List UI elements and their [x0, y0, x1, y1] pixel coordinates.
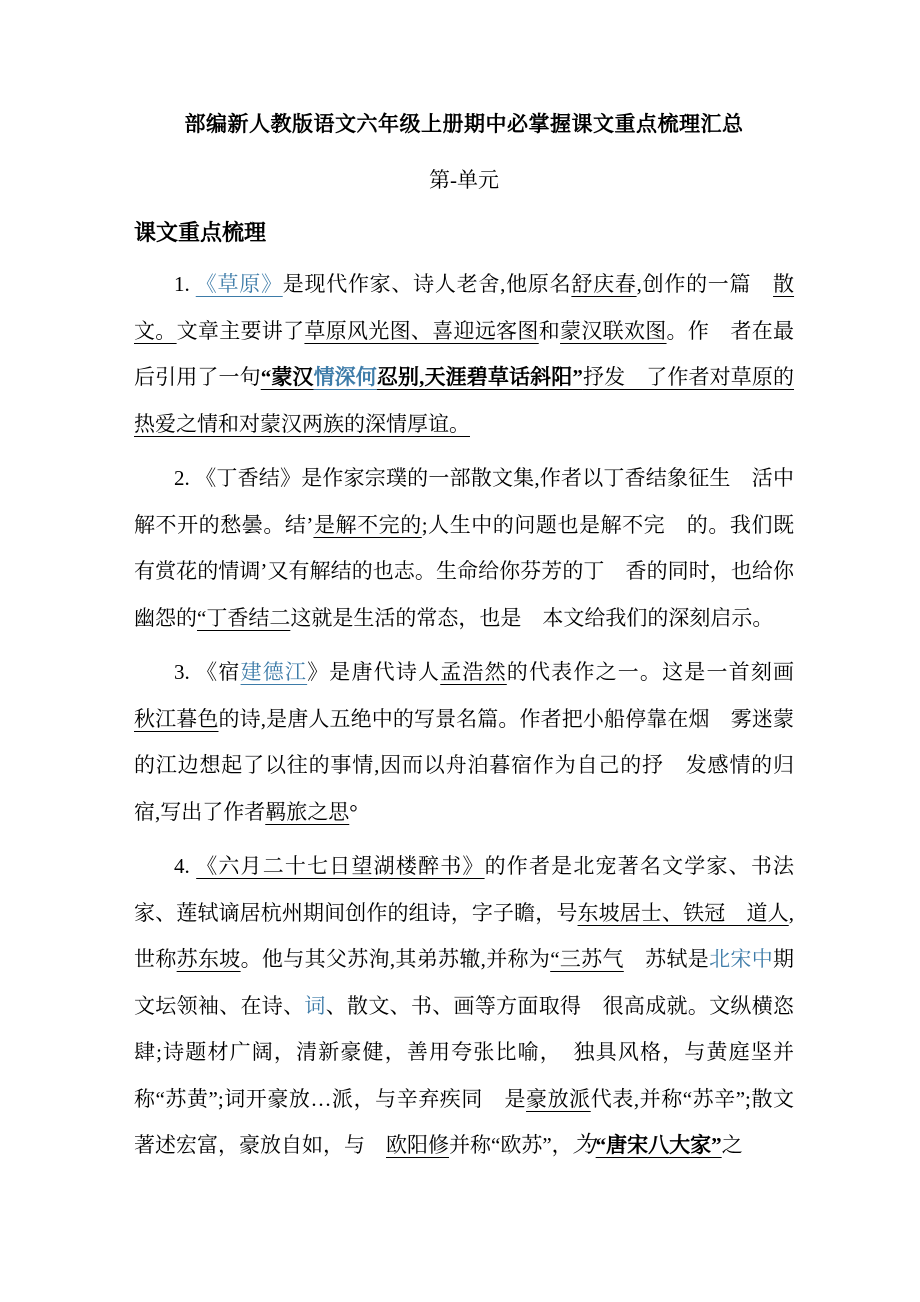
text-run: 文章主要讲了: [176, 318, 305, 343]
text-run: ,世称: [134, 900, 795, 971]
underlined-text-run: 苏东坡: [176, 947, 241, 971]
underlined-text-run: 羁旅之思: [265, 799, 350, 824]
underlined-text-run: 建德江: [240, 660, 308, 684]
unit-subtitle: 第-单元: [429, 168, 499, 192]
text-run: ;人生中的问题也是解不完 的。我们既有赏花的情调’又有解结的也志。生命给你芬芳的丁 香的同时，也给你幽怨的: [134, 512, 794, 630]
text-run: 的代表作之一。这是一首刻画: [506, 660, 816, 684]
text-run: 苏轼是: [623, 947, 710, 971]
underlined-text-run: 豪放派: [526, 1086, 591, 1111]
text-run: ,创作的一篇: [636, 272, 774, 296]
text-run: 1.: [174, 272, 196, 296]
text-run: 》是唐代诗人: [307, 660, 441, 684]
text-run: 4.: [174, 854, 197, 878]
text-run: 代表,并称“苏辛”;散文 著述宏富，豪放自如，与: [134, 1086, 816, 1157]
paragraph: [134, 455, 794, 641]
paragraph: [134, 261, 794, 447]
underlined-text-run: 蒙汉联欢图: [560, 318, 667, 343]
underlined-text-run: 《草原》: [195, 272, 283, 296]
underlined-text-run: 情深何: [313, 365, 377, 389]
text-run: 的诗,是唐人五绝中的写景名篇。作者把小船停靠在烟 雾迷蒙的江边想起了以往的事情,因而以舟泊暮宿作为自己的抒 发感情的归宿,写出了作者: [134, 706, 794, 824]
text-run: 。他与其父苏洵,其弟苏辙,并称为: [240, 947, 551, 971]
text-run: 。作 者在最后引用了一句: [134, 318, 795, 389]
text-run: 2. 《丁香结》是作家宗璞的一部散文集,作者以丁香结象征生 活中解不开的愁曇。结’: [134, 466, 794, 537]
document-title: 部编新人教版语文六年级上册期中必掌握课文重点梳理汇总: [184, 113, 744, 136]
paragraph: [134, 649, 816, 835]
underlined-text-run: 忍别,天涯碧草话斜阳”: [376, 365, 583, 389]
underlined-text-run: 草原风光图、喜迎远客图: [304, 318, 539, 343]
underlined-text-run: “蒙汉: [260, 365, 314, 389]
text-run: 之: [721, 1133, 743, 1157]
text-run: 是现代作家、诗人老舍,他原名: [282, 272, 572, 296]
text-run: 这就是生活的常态，也是 本文给我们的深刻启示。: [290, 605, 774, 630]
underlined-text-run: 散文。: [134, 272, 795, 343]
underlined-text-run: 《六月二十七日望湖楼醉书》: [196, 854, 485, 878]
underlined-text-run: “丁香结二: [197, 605, 291, 630]
section-heading: 课文重点梳理: [134, 220, 267, 245]
underlined-text-run: 舒庆春: [571, 272, 637, 296]
underlined-text-run: 孟浩然: [440, 660, 507, 684]
text-run: 3. 《宿: [174, 660, 241, 684]
underlined-text-run: “唐宋八大家”: [595, 1133, 722, 1157]
text-run: 北宋中: [709, 947, 774, 971]
text-run: 期文坛领袖、在诗、: [134, 947, 795, 1018]
text-run: 词: [304, 993, 326, 1018]
underlined-text-run: 秋江暮色: [134, 706, 219, 731]
text-run: 和: [538, 318, 561, 343]
underlined-text-run: 是解不完的: [313, 512, 422, 537]
underlined-text-run: 抒发 了作者对草原的热爱之情和对蒙汉两族的深情厚谊。: [134, 365, 795, 436]
text-run: 的作者是北宠著名文学家、书法 家、莲轼谪居杭州期间创作的组诗，字子瞻，号: [134, 854, 815, 925]
underlined-text-run: 东坡居士、铁冠 道人: [577, 900, 789, 925]
underlined-text-run: “三苏气: [550, 947, 624, 971]
text-run: 为: [572, 1132, 596, 1157]
text-run: 并称“欧苏”，: [449, 1133, 573, 1157]
text-run: °: [349, 799, 358, 824]
paragraph-list: [134, 261, 816, 1169]
text-run: 、散文、书、画等方面取得 很高成就。文纵横恣肆;诗题材广阔，清新豪健，善用夸张比喻， 独具风格，与黄庭坚并称“苏黄”;词开豪放…派，与辛弃疾同 是: [134, 993, 795, 1111]
underlined-text-run: 欧阳修: [386, 1133, 449, 1157]
paragraph: [134, 843, 816, 1169]
